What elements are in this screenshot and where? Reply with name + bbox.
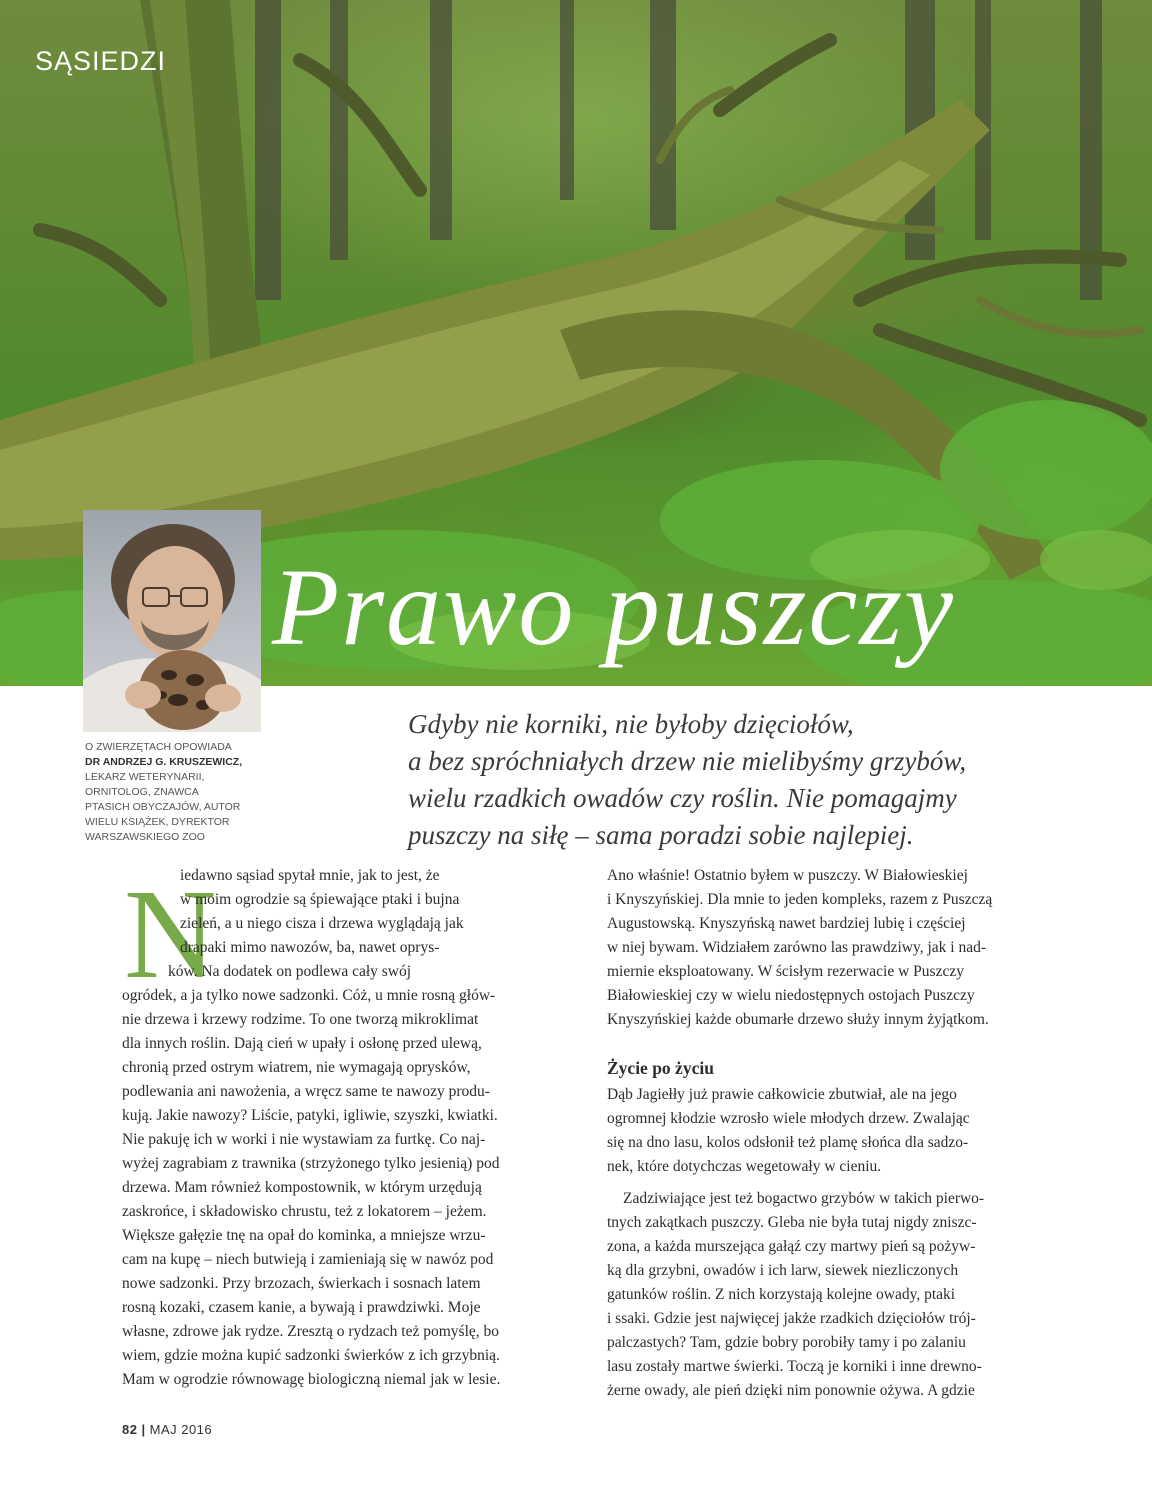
article-column-2 bbox=[607, 864, 1062, 1403]
body-line: ogródek, a ja tylko nowe sadzonki. Cóż, u mnie rosną głów- bbox=[122, 987, 496, 1004]
body-line: zieleń, a u niego cisza i drzewa wyglądają jak bbox=[180, 915, 464, 932]
page-number: 82 bbox=[122, 1422, 138, 1437]
body-line: drapaki mimo nawozów, ba, nawet oprys- bbox=[180, 939, 440, 956]
body-line: Mam w ogrodzie równowagę biologiczną niemal jak w lesie. bbox=[122, 1371, 501, 1388]
body-line: żerne owady, ale pień dzięki nim ponownie ożywa. A gdzie bbox=[607, 1382, 975, 1399]
body-line: miernie eksploatowany. W ścisłym rezerwacie w Puszczy bbox=[607, 963, 964, 980]
body-line: wyżej zagrabiam z trawnika (strzyżonego tylko jesienią) pod bbox=[122, 1155, 500, 1172]
subheading: Życie po życiu bbox=[607, 1058, 714, 1078]
body-line: gatunków roślin. Z nich korzystają kolejne owady, ptaki bbox=[607, 1286, 956, 1303]
body-line: chronią przed ostrym wiatrem, nie wymagają oprysków, bbox=[122, 1059, 471, 1076]
body-line: wiem, gdzie można kupić sadzonki świerków z ich grzybnią. bbox=[122, 1347, 500, 1364]
author-bio-line: ORNITOLOG, ZNAWCA bbox=[85, 786, 199, 798]
body-line: kują. Jakie nawozy? Liście, patyki, igliwie, szyszki, kwiatki. bbox=[122, 1107, 498, 1124]
body-line: tnych zakątkach puszczy. Gleba nie była tutaj nigdy zniszc- bbox=[607, 1214, 977, 1231]
author-bio-line: WARSZAWSKIEGO ZOO bbox=[85, 831, 205, 843]
paragraph-gap bbox=[607, 1179, 1062, 1187]
issue-date: MAJ 2016 bbox=[149, 1422, 213, 1437]
author-bio-line: WIELU KSIĄŻEK, DYREKTOR bbox=[85, 816, 230, 828]
body-line: ków. Na dodatek on podlewa cały swój bbox=[168, 963, 412, 980]
author-bio-line: O ZWIERZĘTACH OPOWIADA bbox=[85, 741, 232, 753]
footer-separator: | bbox=[141, 1422, 146, 1437]
body-line: lasu zostały martwe świerki. Toczą je korniki i inne drewno- bbox=[607, 1358, 982, 1375]
body-line: Większe gałęzie tnę na opał do kominka, a mniejsze wrzu- bbox=[122, 1227, 486, 1244]
body-line: podlewania ani nawożenia, a wręcz same te nawozy produ- bbox=[122, 1083, 490, 1100]
page-footer bbox=[122, 1422, 212, 1437]
lead-line: wielu rzadkich owadów czy roślin. Nie pomagajmy bbox=[408, 783, 957, 813]
body-line: Nie pakuję ich w worki i nie wystawiam za furtkę. Co naj- bbox=[122, 1131, 486, 1148]
body-line: Zadziwiające jest też bogactwo grzybów w takich pierwo- bbox=[623, 1190, 985, 1207]
article-lead bbox=[408, 706, 1128, 854]
body-line: Białowieskiej czy w wielu niedostępnych ostojach Puszczy bbox=[607, 987, 975, 1004]
body-line: drzewa. Mam również kompostownik, w którym urzędują bbox=[122, 1179, 482, 1196]
body-line: w moim ogrodzie są śpiewające ptaki i bujna bbox=[180, 891, 460, 908]
lead-line: Gdyby nie korniki, nie byłoby dzięciołów, bbox=[408, 709, 854, 739]
body-line: Knyszyńskiej każde obumarłe drzewo służy innym żyjątkom. bbox=[607, 1011, 989, 1028]
body-line: zaskrońce, i składowisko chrustu, też z lokatorem – jeżem. bbox=[122, 1203, 487, 1220]
author-bio-line: PTASICH OBYCZAJÓW, AUTOR bbox=[85, 801, 241, 813]
author-portrait bbox=[83, 510, 261, 732]
body-line: i Knyszyńskiej. Dla mnie to jeden kompleks, razem z Puszczą bbox=[607, 891, 993, 908]
author-bio bbox=[85, 740, 285, 845]
drop-cap: N bbox=[124, 863, 217, 1005]
body-line: iedawno sąsiad spytał mnie, jak to jest, że bbox=[180, 867, 440, 884]
section-label: SĄSIEDZI bbox=[35, 46, 167, 76]
body-line: zona, a każda murszejąca gałąź czy martwy pień są pożyw- bbox=[607, 1238, 976, 1255]
body-line: i ssaki. Gdzie jest najwięcej jakże rzadkich dzięciołów trój- bbox=[607, 1310, 976, 1327]
body-line: się na dno lasu, kolos odsłonił też plamę słońca dla sadzo- bbox=[607, 1134, 969, 1151]
body-line: w niej bywam. Widziałem zarówno las prawdziwy, jak i nad- bbox=[607, 939, 987, 956]
article-column-1 bbox=[122, 864, 562, 1392]
lead-line: puszczy na siłę – sama poradzi sobie najlepiej. bbox=[408, 820, 914, 850]
body-line: palczastych? Tam, gdzie bobry porobiły tamy i po zalaniu bbox=[607, 1334, 966, 1351]
body-line: ogromnej kłodzie wzrosło wiele młodych drzew. Zwalając bbox=[607, 1110, 970, 1127]
article-title: Prawo puszczy bbox=[272, 546, 955, 668]
body-line: ką dla grzybni, owadów i ich larw, siewek niezliczonych bbox=[607, 1262, 959, 1279]
body-line: Ano właśnie! Ostatnio byłem w puszczy. W Białowieskiej bbox=[607, 867, 968, 884]
body-line: rosną kozaki, czasem kanie, a bywają i prawdziwki. Moje bbox=[122, 1299, 481, 1316]
body-line: nek, które dotychczas wegetowały w cieniu. bbox=[607, 1158, 882, 1175]
body-line: Dąb Jagiełły już prawie całkowicie zbutwiał, ale na jego bbox=[607, 1086, 957, 1103]
lead-line: a bez spróchniałych drzew nie mielibyśmy grzybów, bbox=[408, 746, 967, 776]
author-name: DR ANDRZEJ G. KRUSZEWICZ, bbox=[85, 756, 243, 768]
body-line: własne, zdrowe jak rydze. Zresztą o rydzach też pomyślę, bo bbox=[122, 1323, 500, 1340]
body-line: dla innych roślin. Dają cień w upały i osłonę przed ulewą, bbox=[122, 1035, 482, 1052]
author-portrait-illustration bbox=[83, 510, 261, 732]
body-line: Augustowską. Knyszyńską nawet bardziej lubię i częściej bbox=[607, 915, 966, 932]
body-line: cam na kupę – niech butwieją i zamieniają się w nawóz pod bbox=[122, 1251, 494, 1268]
body-line: nie drzewa i krzewy rodzime. To one tworzą mikroklimat bbox=[122, 1011, 479, 1028]
author-bio-line: LEKARZ WETERYNARII, bbox=[85, 771, 205, 783]
body-line: nowe sadzonki. Przy brzozach, świerkach i sosnach latem bbox=[122, 1275, 481, 1292]
